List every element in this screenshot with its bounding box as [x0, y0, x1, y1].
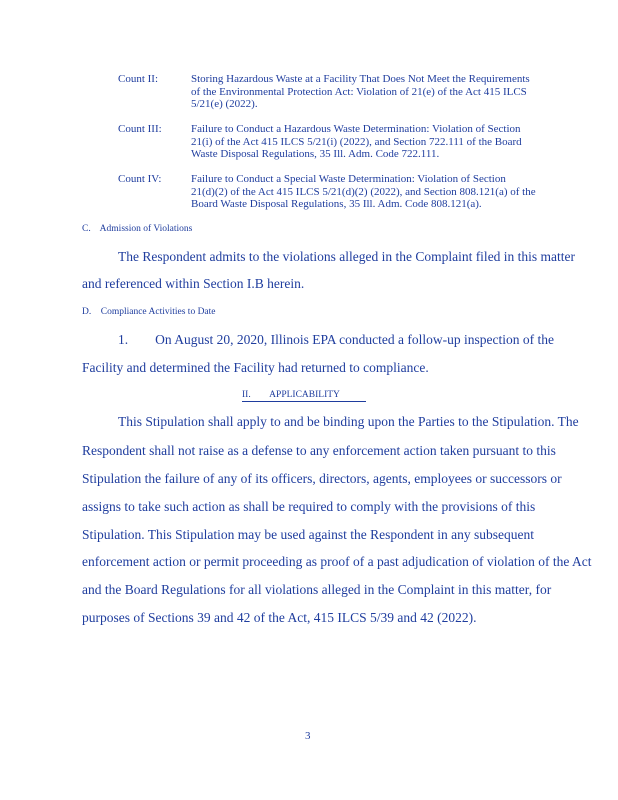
section-ii-line: and the Board Regulations for all violations alleged in the Complaint in this matter, for [82, 582, 552, 597]
count-iii-label: Count III: [118, 123, 162, 135]
count-iii-line: Waste Disposal Regulations, 35 Ill. Adm. Code 722.111. [191, 148, 440, 160]
count-ii-text [191, 73, 561, 111]
section-ii-line: Respondent shall not raise as a defense to any enforcement action taken pursuant to this [82, 443, 556, 458]
count-iv-label: Count IV: [118, 173, 162, 185]
count-iv-line: Board Waste Disposal Regulations, 35 Ill. Adm. Code 808.121(a). [191, 198, 482, 210]
section-d-line: Facility and determined the Facility had returned to compliance. [82, 360, 429, 375]
section-ii-line: Stipulation the failure of any of its officers, directors, agents, employees or successors or [82, 471, 562, 486]
count-iv-line: Failure to Conduct a Special Waste Determination: Violation of Section [191, 173, 506, 185]
count-iv-text [191, 173, 561, 211]
section-ii-heading: II. APPLICABILITY [242, 390, 366, 402]
section-ii-line: enforcement action or permit proceeding as proof of a past adjudication of violation of the Act [82, 554, 592, 569]
section-ii-line: assigns to take such action as shall be required to comply with the provisions of this [82, 499, 536, 514]
page-number: 3 [305, 730, 311, 742]
count-ii-line: 5/21(e) (2022). [191, 98, 258, 110]
count-iii-line: 21(i) of the Act 415 ILCS 5/21(i) (2022), and Section 722.111 of the Board [191, 135, 522, 148]
section-c-line: and referenced within Section I.B herein. [82, 276, 305, 291]
count-iii-text [191, 123, 561, 161]
count-ii-label: Count II: [118, 73, 159, 85]
count-ii-line: of the Environmental Protection Act: Violation of 21(e) of the Act 415 ILCS [191, 85, 527, 98]
section-c-line: The Respondent admits to the violations alleged in the Complaint filed in this matter [118, 249, 576, 264]
section-d-heading: D. Compliance Activities to Date [82, 307, 216, 317]
count-iv-line: 21(d)(2) of the Act 415 ILCS 5/21(d)(2) (2022), and Section 808.121(a) of the [191, 185, 536, 198]
count-ii-line: Storing Hazardous Waste at a Facility That Does Not Meet the Requirements [191, 73, 530, 85]
count-iii-line: Failure to Conduct a Hazardous Waste Determination: Violation of Section [191, 123, 521, 135]
section-c-heading: C. Admission of Violations [82, 224, 193, 234]
section-ii-line: Stipulation. This Stipulation may be used against the Respondent in any subsequent [82, 527, 534, 542]
section-ii-line: purposes of Sections 39 and 42 of the Act, 415 ILCS 5/39 and 42 (2022). [82, 610, 477, 625]
section-d-line: 1. On August 20, 2020, Illinois EPA conducted a follow-up inspection of the [118, 332, 554, 347]
section-ii-line: This Stipulation shall apply to and be binding upon the Parties to the Stipulation. The [118, 414, 579, 429]
